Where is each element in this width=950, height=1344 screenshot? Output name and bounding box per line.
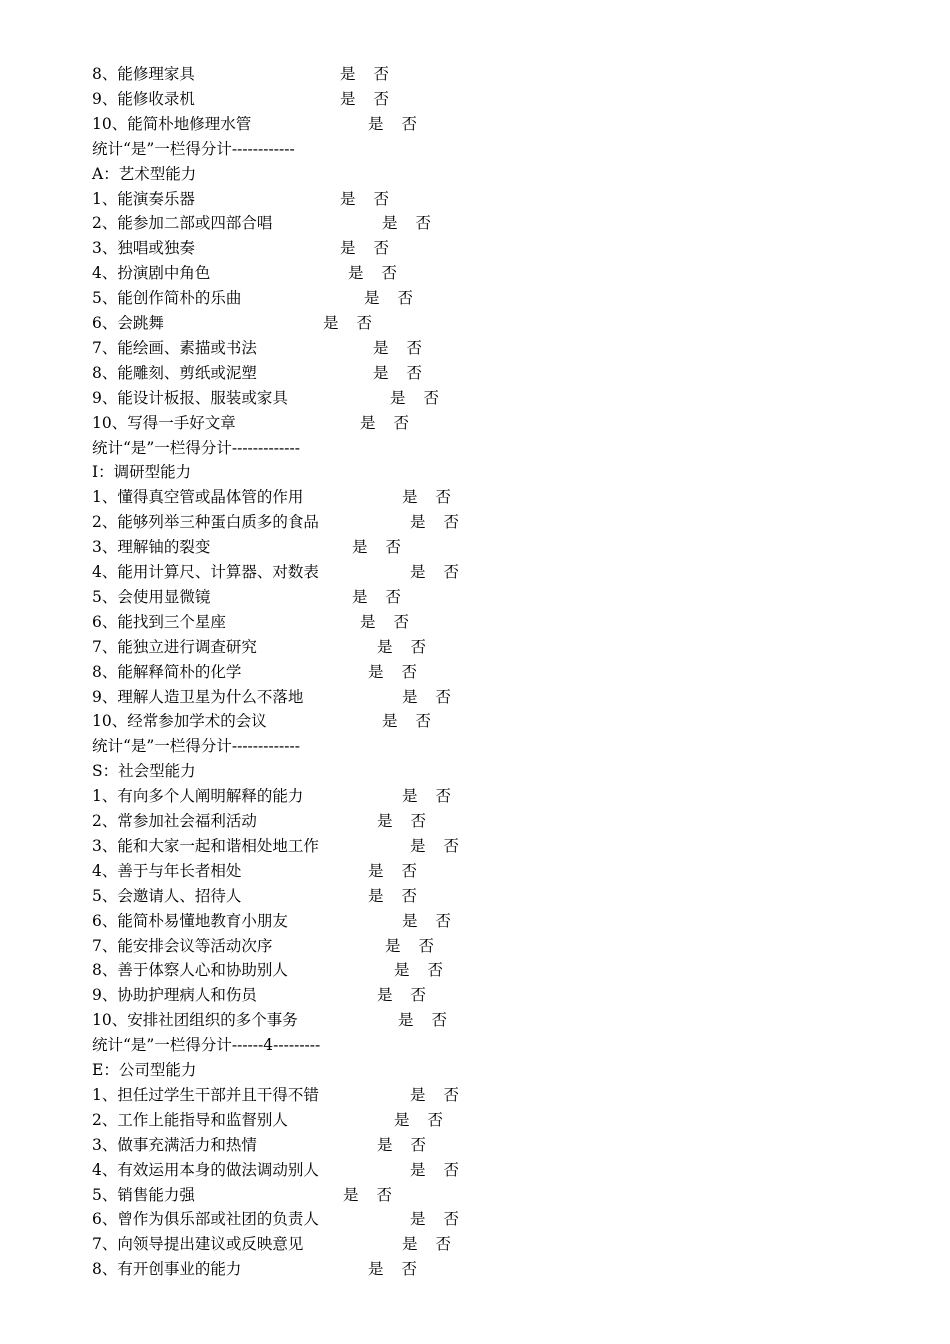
no-option[interactable]: 否 bbox=[410, 1135, 427, 1154]
question-item: 7、能绘画、素描或书法 bbox=[92, 338, 257, 357]
yes-no-options bbox=[348, 261, 397, 285]
no-option[interactable]: 否 bbox=[443, 1085, 460, 1104]
yes-no-options bbox=[402, 685, 451, 709]
yes-option[interactable]: 是 bbox=[340, 89, 356, 108]
question-item: 4、有效运用本身的做法调动别人 bbox=[92, 1160, 319, 1179]
yes-no-options bbox=[410, 834, 459, 858]
question-item: 4、扮演剧中角色 bbox=[92, 264, 211, 283]
question-item: 8、有开创事业的能力 bbox=[92, 1260, 242, 1279]
section-line: 统计“是”一栏得分计------------- bbox=[92, 438, 300, 457]
yes-option[interactable]: 是 bbox=[394, 961, 410, 980]
yes-option[interactable]: 是 bbox=[402, 911, 418, 930]
no-option[interactable]: 否 bbox=[401, 1260, 418, 1279]
yes-option[interactable]: 是 bbox=[398, 1011, 414, 1030]
no-option[interactable]: 否 bbox=[443, 563, 460, 581]
yes-no-options bbox=[410, 1158, 459, 1182]
question-item: 10、能简朴地修理水管 bbox=[92, 114, 252, 133]
question-item: 9、协助护理病人和伤员 bbox=[92, 986, 257, 1005]
no-option[interactable]: 否 bbox=[427, 961, 444, 980]
yes-option[interactable]: 是 bbox=[410, 513, 426, 532]
no-option[interactable]: 否 bbox=[435, 787, 452, 806]
section-line: 统计“是”一栏得分计------------- bbox=[92, 737, 300, 756]
question-item: 5、会邀请人、招待人 bbox=[92, 886, 242, 905]
yes-option[interactable]: 是 bbox=[340, 239, 356, 258]
section-line: S：社会型能力 bbox=[92, 762, 196, 781]
question-item: 4、能用计算尺、计算器、对数表 bbox=[92, 563, 319, 581]
no-option[interactable]: 否 bbox=[393, 413, 410, 432]
yes-no-options bbox=[340, 236, 389, 260]
question-item: 8、能雕刻、剪纸或泥塑 bbox=[92, 363, 257, 382]
question-item: 6、能简朴易懂地教育小朋友 bbox=[92, 911, 288, 930]
yes-no-options bbox=[368, 112, 417, 136]
yes-no-options bbox=[402, 1232, 451, 1256]
yes-option[interactable]: 是 bbox=[340, 65, 356, 83]
no-option[interactable]: 否 bbox=[410, 637, 427, 656]
no-option[interactable]: 否 bbox=[418, 936, 435, 955]
yes-option[interactable]: 是 bbox=[360, 413, 376, 432]
no-option[interactable]: 否 bbox=[443, 1160, 460, 1179]
yes-no-options bbox=[368, 660, 417, 684]
no-option[interactable]: 否 bbox=[397, 289, 414, 308]
no-option[interactable]: 否 bbox=[373, 89, 390, 108]
no-option[interactable]: 否 bbox=[393, 612, 410, 631]
yes-no-options bbox=[410, 1083, 459, 1107]
yes-option[interactable]: 是 bbox=[390, 388, 406, 407]
no-option[interactable]: 否 bbox=[435, 911, 452, 930]
question-item: 3、能和大家一起和谐相处地工作 bbox=[92, 836, 319, 855]
no-option[interactable]: 否 bbox=[373, 65, 390, 83]
yes-no-options bbox=[360, 610, 409, 634]
section-line: A：艺术型能力 bbox=[92, 164, 197, 183]
yes-no-options bbox=[410, 1207, 459, 1231]
yes-option[interactable]: 是 bbox=[377, 812, 393, 830]
yes-no-options bbox=[373, 361, 422, 385]
question-item: 5、能创作简朴的乐曲 bbox=[92, 289, 242, 308]
question-item: 7、向领导提出建议或反映意见 bbox=[92, 1235, 304, 1254]
no-option[interactable]: 否 bbox=[356, 314, 373, 332]
yes-option[interactable]: 是 bbox=[402, 687, 418, 706]
section-line: E：公司型能力 bbox=[92, 1061, 197, 1079]
yes-option[interactable]: 是 bbox=[385, 936, 401, 955]
yes-no-options bbox=[377, 635, 426, 659]
question-item: 5、会使用显微镜 bbox=[92, 587, 211, 606]
no-option[interactable]: 否 bbox=[435, 1235, 452, 1254]
yes-option[interactable]: 是 bbox=[373, 338, 389, 357]
yes-option[interactable]: 是 bbox=[368, 662, 384, 681]
no-option[interactable]: 否 bbox=[385, 538, 402, 557]
yes-option[interactable]: 是 bbox=[368, 861, 384, 880]
yes-no-options bbox=[364, 286, 413, 310]
question-item: 1、有向多个人阐明解释的能力 bbox=[92, 787, 304, 806]
no-option[interactable]: 否 bbox=[373, 189, 390, 208]
yes-no-options bbox=[385, 934, 434, 958]
question-item: 9、能修收录机 bbox=[92, 89, 195, 108]
no-option[interactable]: 否 bbox=[410, 986, 427, 1005]
yes-no-options bbox=[410, 510, 459, 534]
no-option[interactable]: 否 bbox=[406, 338, 423, 357]
question-item: 7、能安排会议等活动次序 bbox=[92, 936, 273, 955]
yes-no-options bbox=[382, 709, 431, 733]
question-item: 2、常参加社会福利活动 bbox=[92, 812, 257, 830]
yes-option[interactable]: 是 bbox=[368, 886, 384, 905]
yes-option[interactable]: 是 bbox=[394, 1110, 410, 1129]
yes-no-options bbox=[377, 1133, 426, 1157]
section-line: 统计“是”一栏得分计------4--------- bbox=[92, 1036, 321, 1055]
no-option[interactable]: 否 bbox=[376, 1185, 393, 1204]
yes-no-options bbox=[340, 187, 389, 211]
yes-option[interactable]: 是 bbox=[377, 986, 393, 1005]
yes-no-options bbox=[368, 859, 417, 883]
yes-no-options bbox=[410, 560, 459, 584]
yes-option[interactable]: 是 bbox=[410, 836, 426, 855]
question-item: 9、能设计板报、服装或家具 bbox=[92, 388, 288, 407]
yes-no-options bbox=[402, 784, 451, 808]
yes-option[interactable]: 是 bbox=[410, 1160, 426, 1179]
yes-no-options bbox=[368, 1257, 417, 1281]
yes-option[interactable]: 是 bbox=[410, 563, 426, 581]
no-option[interactable]: 否 bbox=[381, 264, 398, 283]
no-option[interactable]: 否 bbox=[443, 836, 460, 855]
yes-option[interactable]: 是 bbox=[410, 1210, 426, 1229]
question-item: 2、工作上能指导和监督别人 bbox=[92, 1110, 288, 1129]
question-item: 6、会跳舞 bbox=[92, 314, 164, 332]
yes-option[interactable]: 是 bbox=[340, 189, 356, 208]
no-option[interactable]: 否 bbox=[423, 388, 440, 407]
yes-option[interactable]: 是 bbox=[360, 612, 376, 631]
no-option[interactable]: 否 bbox=[385, 587, 402, 606]
yes-no-options bbox=[368, 884, 417, 908]
no-option[interactable]: 否 bbox=[431, 1011, 448, 1030]
yes-no-options bbox=[377, 809, 426, 833]
yes-option[interactable]: 是 bbox=[368, 114, 384, 133]
yes-option[interactable]: 是 bbox=[402, 1235, 418, 1254]
question-item: 8、善于体察人心和协助别人 bbox=[92, 961, 288, 980]
yes-option[interactable]: 是 bbox=[352, 587, 368, 606]
yes-no-options bbox=[340, 87, 389, 111]
no-option[interactable]: 否 bbox=[406, 363, 423, 382]
question-item: 8、能修理家具 bbox=[92, 65, 195, 83]
yes-no-options bbox=[343, 1183, 392, 1207]
yes-option[interactable]: 是 bbox=[343, 1185, 359, 1204]
yes-option[interactable]: 是 bbox=[402, 488, 418, 507]
question-item: 10、写得一手好文章 bbox=[92, 413, 236, 432]
yes-no-options bbox=[402, 485, 451, 509]
question-item: 10、经常参加学术的会议 bbox=[92, 712, 267, 731]
question-item: 1、能演奏乐器 bbox=[92, 189, 195, 208]
yes-no-options bbox=[394, 958, 443, 982]
section-line: I：调研型能力 bbox=[92, 463, 192, 482]
no-option[interactable]: 否 bbox=[435, 488, 452, 507]
yes-no-options bbox=[323, 311, 372, 335]
yes-no-options bbox=[360, 411, 409, 435]
no-option[interactable]: 否 bbox=[401, 861, 418, 880]
yes-option[interactable]: 是 bbox=[373, 363, 389, 382]
yes-no-options bbox=[402, 909, 451, 933]
question-item: 9、理解人造卫星为什么不落地 bbox=[92, 687, 304, 706]
yes-no-options bbox=[373, 336, 422, 360]
yes-option[interactable]: 是 bbox=[382, 712, 398, 731]
yes-option[interactable]: 是 bbox=[368, 1260, 384, 1279]
no-option[interactable]: 否 bbox=[410, 812, 427, 830]
yes-no-options bbox=[398, 1008, 447, 1032]
yes-no-options bbox=[377, 983, 426, 1007]
question-item: 7、能独立进行调查研究 bbox=[92, 637, 257, 656]
question-item: 3、独唱或独奏 bbox=[92, 239, 195, 258]
yes-option[interactable]: 是 bbox=[410, 1085, 426, 1104]
yes-no-options bbox=[352, 585, 401, 609]
no-option[interactable]: 否 bbox=[401, 886, 418, 905]
no-option[interactable]: 否 bbox=[373, 239, 390, 258]
question-item: 4、善于与年长者相处 bbox=[92, 861, 242, 880]
yes-option[interactable]: 是 bbox=[348, 264, 364, 283]
question-item: 8、能解释简朴的化学 bbox=[92, 662, 242, 681]
yes-option[interactable]: 是 bbox=[352, 538, 368, 557]
yes-no-options bbox=[394, 1108, 443, 1132]
question-item: 3、理解铀的裂变 bbox=[92, 538, 211, 557]
no-option[interactable]: 否 bbox=[415, 214, 432, 233]
yes-no-options bbox=[390, 386, 439, 410]
question-item: 2、能参加二部或四部合唱 bbox=[92, 214, 273, 233]
yes-no-options bbox=[340, 62, 389, 86]
question-item: 5、销售能力强 bbox=[92, 1185, 195, 1204]
question-item: 3、做事充满活力和热情 bbox=[92, 1135, 257, 1154]
question-item: 6、能找到三个星座 bbox=[92, 612, 226, 631]
no-option[interactable]: 否 bbox=[427, 1110, 444, 1129]
section-line: 统计“是”一栏得分计------------ bbox=[92, 139, 295, 158]
yes-option[interactable]: 是 bbox=[323, 314, 339, 332]
no-option[interactable]: 否 bbox=[401, 662, 418, 681]
yes-option[interactable]: 是 bbox=[382, 214, 398, 233]
question-item: 6、曾作为俱乐部或社团的负责人 bbox=[92, 1210, 319, 1229]
question-item: 2、能够列举三种蛋白质多的食品 bbox=[92, 513, 319, 532]
no-option[interactable]: 否 bbox=[435, 687, 452, 706]
yes-no-options bbox=[382, 211, 431, 235]
question-item: 10、安排社团组织的多个事务 bbox=[92, 1011, 298, 1030]
no-option[interactable]: 否 bbox=[415, 712, 432, 731]
yes-option[interactable]: 是 bbox=[364, 289, 380, 308]
no-option[interactable]: 否 bbox=[443, 1210, 460, 1229]
no-option[interactable]: 否 bbox=[443, 513, 460, 532]
no-option[interactable]: 否 bbox=[401, 114, 418, 133]
yes-option[interactable]: 是 bbox=[402, 787, 418, 806]
yes-option[interactable]: 是 bbox=[377, 637, 393, 656]
question-item: 1、懂得真空管或晶体管的作用 bbox=[92, 488, 304, 507]
yes-no-options bbox=[352, 535, 401, 559]
question-item: 1、担任过学生干部并且干得不错 bbox=[92, 1085, 319, 1104]
yes-option[interactable]: 是 bbox=[377, 1135, 393, 1154]
